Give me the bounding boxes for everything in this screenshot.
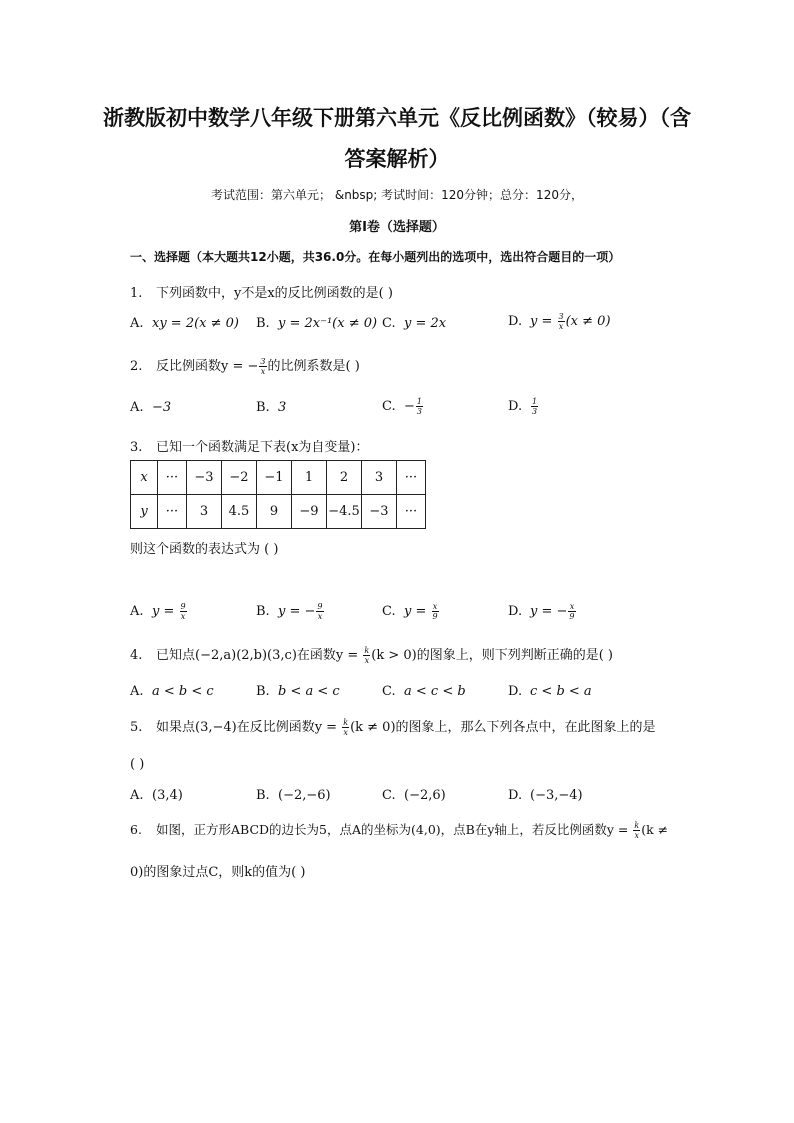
table-cell: ··· [158, 495, 187, 529]
table-cell: 3 [187, 495, 222, 529]
question-3-stem: 3. 已知一个函数满足下表(x为自变量)： [130, 440, 369, 455]
question-3-prompt: 则这个函数的表达式为 ( ) [130, 542, 279, 557]
table-cell: −3 [362, 495, 397, 529]
question-4-option-a[interactable]: A. a < b < c [130, 684, 214, 699]
exam-info: 考试范围：第六单元； &nbsp; 考试时间：120分钟；总分：120分， [211, 188, 583, 202]
table-cell: y [131, 495, 158, 529]
fraction: $\frac{3}{x}$ [260, 357, 266, 376]
question-3-option-b[interactable]: B. y = − $\frac{9}{x}$ [256, 602, 323, 621]
question-5-stem-continued: ( ) [130, 757, 145, 772]
question-2-option-a[interactable]: A. −3 [130, 400, 172, 415]
fraction: $\frac{3}{x}$ [558, 312, 564, 331]
fraction: $\frac{1}{3}$ [416, 397, 422, 416]
fraction: $\frac{x}{9}$ [432, 602, 438, 621]
table-cell: 1 [292, 461, 327, 495]
table-cell: ··· [397, 461, 426, 495]
document-title-line2: 答案解析） [344, 147, 450, 171]
fraction: $\frac{k}{x}$ [364, 646, 370, 665]
question-1-option-d[interactable]: D. y = $\frac{3}{x}$ (x ≠ 0) [508, 312, 611, 331]
question-number: 5. [130, 720, 143, 735]
part-title: 第I卷（选择题） [349, 220, 445, 235]
table-cell: −3 [187, 461, 222, 495]
question-1-stem [130, 282, 393, 301]
fraction: $\frac{9}{x}$ [180, 602, 186, 621]
question-4-stem: 4. 已知点(−2,a)(2,b)(3,c)在函数y = $\frac{k}{x}$ (k > 0)的图象上，则下列判断正确的是( ) [130, 646, 613, 665]
table-cell: −2 [222, 461, 257, 495]
question-3-option-d[interactable]: D. y = − $\frac{x}{9}$ [508, 602, 575, 621]
question-6-stem-continued: 0)的图象过点C，则k的值为( ) [130, 865, 306, 880]
table-cell: ··· [397, 495, 426, 529]
question-5-option-c[interactable]: C. (−2,6) [382, 788, 446, 803]
question-5-stem: 5. 如果点(3,−4)在反比例函数y = $\frac{k}{x}$ (k ≠ 0)的图象上，那么下列各点中，在此图象上的是 [130, 718, 656, 737]
function-value-table [130, 460, 426, 529]
fraction: $\frac{k}{x}$ [634, 821, 640, 840]
question-4-option-d[interactable]: D. c < b < a [508, 684, 592, 699]
question-2-stem: 2. 反比例函数y = − $\frac{3}{x}$ 的比例系数是( ) [130, 357, 360, 376]
table-cell: −9 [292, 495, 327, 529]
question-number: 6. [130, 822, 142, 837]
question-2-option-b[interactable]: B. 3 [256, 400, 287, 415]
question-1-option-b[interactable]: B. y = 2x⁻¹(x ≠ 0) [256, 316, 378, 331]
question-2-option-c[interactable]: C. − $\frac{1}{3}$ [382, 397, 422, 416]
question-5-option-a[interactable]: A. (3,4) [130, 788, 183, 803]
table-cell: 9 [257, 495, 292, 529]
question-number: 3. [130, 440, 143, 455]
fraction: $\frac{k}{x}$ [343, 718, 349, 737]
table-cell: 3 [362, 461, 397, 495]
table-cell: x [131, 461, 158, 495]
document-title-line1: 浙教版初中数学八年级下册第六单元《反比例函数》（较易）（含 [103, 106, 691, 130]
fraction: $\frac{1}{3}$ [532, 397, 538, 416]
fraction: $\frac{x}{9}$ [569, 602, 575, 621]
question-1-option-c[interactable]: C. y = 2x [382, 316, 447, 331]
question-6-stem: 6. 如图，正方形ABCD的边长为5，点A的坐标为(4,0)，点B在y轴上，若反比例函数y = $\frac{k}{x}$ (k ≠ [130, 821, 669, 840]
table-row-x [131, 461, 426, 495]
question-3-option-c[interactable]: C. y = $\frac{x}{9}$ [382, 602, 438, 621]
question-2-option-d[interactable]: D. $\frac{1}{3}$ [508, 397, 538, 416]
table-cell: −1 [257, 461, 292, 495]
question-4-option-b[interactable]: B. b < a < c [256, 684, 340, 699]
table-cell: ··· [158, 461, 187, 495]
section-title: 一、选择题（本大题共12小题，共36.0分。在每小题列出的选项中，选出符合题目的一项） [130, 250, 621, 264]
question-3-option-a[interactable]: A. y = $\frac{9}{x}$ [130, 602, 186, 621]
table-row-y [131, 495, 426, 529]
question-number: 2. [130, 359, 143, 374]
table-cell: 4.5 [222, 495, 257, 529]
table-cell: 2 [327, 461, 362, 495]
fraction: $\frac{9}{x}$ [317, 602, 323, 621]
question-text: 下列函数中，y不是x的反比例函数的是( ) [156, 286, 393, 301]
question-1-option-a[interactable]: A. xy = 2(x ≠ 0) [130, 316, 240, 331]
question-5-option-d[interactable]: D. (−3,−4) [508, 788, 583, 803]
question-5-option-b[interactable]: B. (−2,−6) [256, 788, 331, 803]
question-4-option-c[interactable]: C. a < c < b [382, 684, 466, 699]
question-number: 4. [130, 648, 143, 663]
table-cell: −4.5 [327, 495, 362, 529]
question-number: 1. [130, 286, 143, 301]
